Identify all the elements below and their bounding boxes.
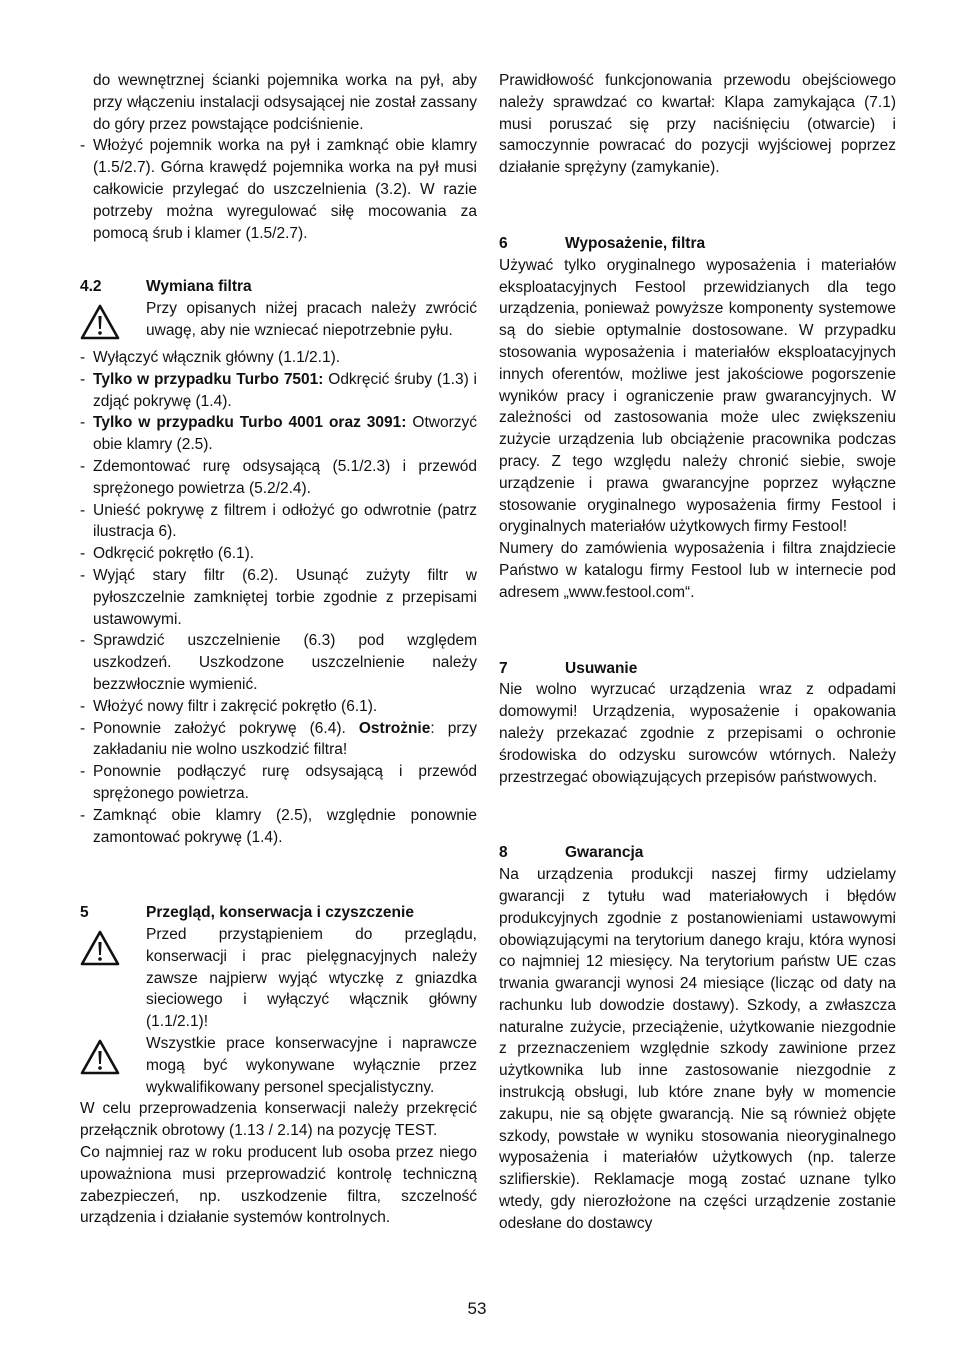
bullet: - — [80, 457, 86, 475]
section-number: 6 — [499, 234, 508, 252]
list-item — [80, 347, 477, 369]
right-column — [499, 70, 896, 1235]
paragraph: Co najmniej raz w roku producent lub osoba przez niego upoważniona musi przeprowadzić kontrolę techniczną zabezpieczeń, np. uszkodzenie filtra, szczelność urządzenia i działanie systemów kontrolnych. — [80, 1144, 477, 1227]
section-heading-8 — [499, 842, 896, 864]
warning-text: Przy opisanych niżej pracach należy zwrócić uwagę, aby nie wzniecać niepotrzebnie pyłu. — [146, 300, 477, 339]
list-item — [80, 630, 477, 695]
section-title: Usuwanie — [565, 659, 638, 677]
list-item-text: Unieść pokrywę z filtrem i odłożyć go odwrotnie (patrz ilustracja 6). — [93, 501, 477, 541]
list-item — [80, 805, 477, 849]
section-title: Wyposażenie, filtra — [565, 234, 706, 252]
bold-text: Tylko w przypadku Turbo 4001 oraz 3091: — [93, 414, 407, 432]
list-item — [80, 412, 477, 456]
section-number: 5 — [80, 904, 89, 922]
list-item-text: Sprawdzić uszczelnienie (6.3) pod względem uszkodzeń. Uszkodzone uszczelnienie należy bezzwłocznie wymienić. — [93, 632, 477, 693]
warning-triangle-icon — [80, 924, 146, 973]
list-item-text: Włożyć nowy filtr i zakręcić pokrętło (6.1). — [93, 697, 378, 715]
left-column — [80, 70, 477, 1229]
section-title: Gwarancja — [565, 844, 644, 862]
text: Otworzyć obie klamry (2.5). — [93, 414, 477, 454]
warning-block — [80, 924, 477, 1033]
bullet: - — [80, 806, 86, 824]
page-number: 53 — [467, 1299, 487, 1318]
bullet: - — [80, 545, 86, 563]
text: Ponownie założyć pokrywę (6.4). — [93, 719, 359, 737]
list-item-text: Wyłączyć włącznik główny (1.1/2.1). — [93, 348, 341, 366]
section-number: 4.2 — [80, 278, 102, 296]
text: Odkręcić śruby (1.3) i zdjąć pokrywę (1.4). — [93, 370, 477, 410]
list-item — [80, 761, 477, 805]
paragraph: do wewnętrznej ścianki pojemnika worka na pył, aby przy włączeniu instalacji odsysającej nie został zassany do góry przez powstające podciśnienie. — [93, 72, 477, 133]
warning-triangle-icon — [80, 1033, 146, 1082]
paragraph: W celu przeprowadzenia konserwacji należy przekręcić przełącznik obrotowy (1.13 / 2.14) na pozycję TEST. — [80, 1100, 477, 1140]
list-item-text — [93, 369, 477, 413]
list-item — [80, 565, 477, 630]
section-number: 8 — [499, 844, 508, 862]
list-item-text: Zamknąć obie klamry (2.5), względnie ponownie zamontować pokrywę (1.4). — [93, 806, 477, 846]
bullet: - — [80, 719, 86, 737]
bullet: - — [80, 566, 86, 584]
list-item-text: Ponownie podłączyć rurę odsysającą i przewód sprężonego powietrza. — [93, 763, 477, 802]
warning-triangle-icon — [80, 298, 146, 347]
list-item — [80, 135, 477, 244]
bullet: - — [80, 763, 86, 781]
bold-text: Ostrożnie — [358, 719, 431, 737]
warning-text: Wszystkie prace konserwacyjne i naprawcze mogą być wykonywane wyłącznie przez wykwalifikowany personel specjalistyczny. — [146, 1035, 477, 1096]
warning-block — [80, 298, 477, 347]
paragraph: Na urządzenia produkcji naszej firmy udzielamy gwarancji z tytułu wad materiałowych i błędów produkcyjnych zgodnie z postanowieniami ustawowymi obowiązującymi na terytorium danego kraju, która wynosi co najmniej 12 miesięcy. Na terytorium państw UE czas trwania gwarancji wynosi 24 miesiące (licząc od daty na rachunku lub dowodzie dostawy). Szkody, a zwłaszcza naturalne zużycie, przeciążenie, użytkowanie niezgodnie z przeznaczeniem względnie szkody zawinione przez użytkownika lub inne zastosowanie niezgodnie z instrukcją obsługi, lub które znane były w momencie zakupu, nie są objęte gwarancją. Nie są również objęte szkody, powstałe w wyniku stosowania nieoryginalnego wyposażenia i materiałów użytkowych (np. talerze szlifierskie). Reklamacje mogą zostać uznane tylko wtedy, gdy nierozłożone na części urządzenie zostanie odesłane do dostawcy — [499, 866, 896, 1232]
warning-block — [80, 1033, 477, 1098]
section-title: Wymiana filtra — [146, 278, 252, 296]
paragraph: Używać tylko oryginalnego wyposażenia i materiałów eksploatacyjnych Festool przewidzianych dla tego urządzenia, ponieważ powyższe komponenty systemowe są do siebie optymalnie dostosowane. W przypadku stosowania wyposażenia i materiałów eksploatacyjnych innych oferentów, możliwe jest jakościowe pogorszenie wyników pracy i ograniczenie praw gwarancyjnych. W zależności od zastosowania może ulec zwiększeniu zużycie urządzenia lub obciążenie pracownika podczas pracy. Z tego względu należy chronić siebie, swoje urządzenie i prawa gwarancyjne poprzez wyłączne stosowanie oryginalnego wyposażenia firmy Festool i oryginalnych materiałów użytkowych firmy Festool! — [499, 256, 896, 536]
list-item — [80, 369, 477, 413]
paragraph: Nie wolno wyrzucać urządzenia wraz z odpadami domowymi! Urządzenia, wyposażenie i opakowania należy przekazać zgodnie z przepisami o ochronie środowiska do odzysku surowców wtórnych. Należy przestrzegać obowiązujących przepisów państwowych. — [499, 681, 896, 786]
warning-text: Przed przystąpieniem do przeglądu, konserwacji i prac pielęgnacyjnych należy zawsze najpierw wyjąć wtyczkę z gniazdka sieciowego i wyłączyć włącznik główny (1.1/2.1)! — [146, 926, 477, 1031]
paragraph: Numery do zamówienia wyposażenia i filtra znajdziecie Państwo w katalogu firmy Festool lub w internecie pod adresem „www.festool.com“. — [499, 540, 896, 601]
list-item-text — [93, 412, 477, 456]
text: : przy zakładaniu nie wolno uszkodzić filtra! — [93, 719, 477, 759]
bold-text: Tylko w przypadku Turbo 7501: — [93, 370, 324, 388]
section-heading-7 — [499, 658, 896, 680]
bullet: - — [80, 501, 86, 519]
bullet: - — [80, 137, 86, 155]
list-item-text: Wyjąć stary filtr (6.2). Usunąć zużyty filtr w pyłoszczelnie zamkniętej torbie zgodnie z przepisami ustawowymi. — [93, 566, 477, 628]
bullet: - — [80, 348, 86, 366]
section-heading-4-2 — [80, 276, 477, 298]
list-item — [80, 500, 477, 544]
section-number: 7 — [499, 659, 508, 677]
bullet: - — [80, 632, 86, 650]
paragraph: Prawidłowość funkcjonowania przewodu obejściowego należy sprawdzać co kwartał: Klapa zamykająca (7.1) musi poruszać się przy naciśnięciu (otwarcie) i samoczynnie powracać do pozycji wyjściowej poprzez działanie sprężyny (zamykanie). — [499, 72, 896, 177]
bullet: - — [80, 414, 86, 432]
list-item-text: Zdemontować rurę odsysającą (5.1/2.3) i przewód sprężonego powietrza (5.2/2.4). — [93, 457, 477, 497]
list-item-text: Odkręcić pokrętło (6.1). — [93, 545, 255, 563]
section-heading-6 — [499, 233, 896, 255]
list-item-text: Włożyć pojemnik worka na pył i zamknąć obie klamry (1.5/2.7). Górna krawędź pojemnika worka na pył musi całkowicie przylegać do uszczelnienia (3.2). W razie potrzeby można wyregulować siłę mocowania za pomocą śrub i klamer (1.5/2.7). — [93, 137, 477, 242]
bullet: - — [80, 370, 86, 388]
list-item — [80, 696, 477, 718]
list-item — [80, 543, 477, 565]
list-item — [80, 456, 477, 500]
section-heading-5 — [80, 902, 477, 924]
bullet: - — [80, 697, 86, 715]
section-title: Przegląd, konserwacja i czyszczenie — [146, 904, 414, 922]
list-item — [80, 718, 477, 762]
list-item-text — [93, 718, 477, 762]
